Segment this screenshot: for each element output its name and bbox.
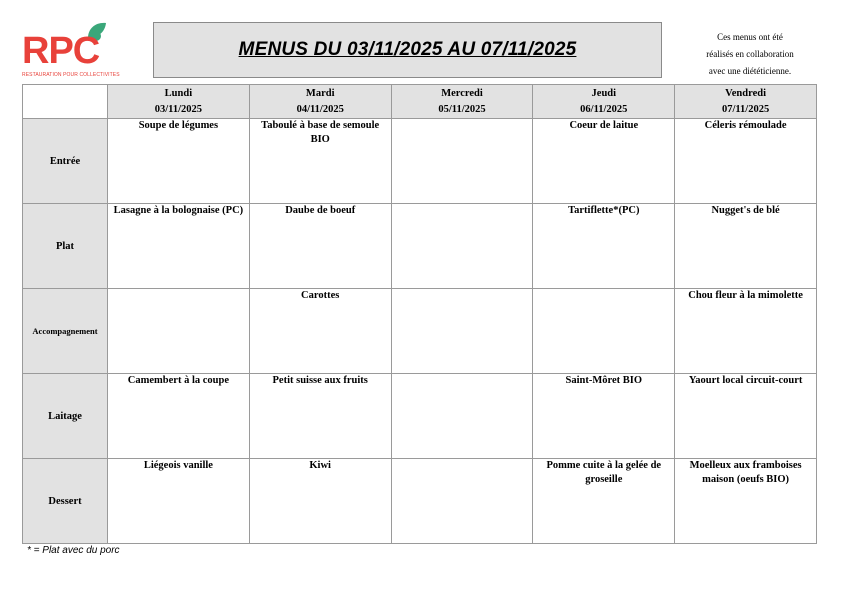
page-title: MENUS DU 03/11/2025 AU 07/11/2025: [238, 39, 577, 60]
menu-cell: Carottes: [249, 289, 391, 374]
note-line: avec une diététicienne.: [708, 66, 792, 76]
menu-cell: Liégeois vanille: [108, 459, 250, 544]
note-line: Ces menus ont été: [717, 32, 783, 42]
menu-cell: Taboulé à base de semoule BIO: [249, 119, 391, 204]
row-accompagnement: [23, 289, 817, 374]
menu-cell: [391, 289, 533, 374]
menu-cell: Lasagne à la bolognaise (PC): [108, 204, 250, 289]
rpc-logo: [22, 20, 120, 82]
menu-cell: Camembert à la coupe: [108, 374, 250, 459]
row-entree: [23, 119, 817, 204]
menu-cell: Tartiflette*(PC): [533, 204, 675, 289]
corner-cell: [23, 85, 108, 119]
menu-cell: Saint-Môret BIO: [533, 374, 675, 459]
row-dessert: [23, 459, 817, 544]
category-label: Entrée: [23, 119, 108, 204]
day-header-thursday: Jeudi 06/11/2025: [533, 85, 675, 119]
menu-cell: Soupe de légumes: [108, 119, 250, 204]
menu-cell: Kiwi: [249, 459, 391, 544]
category-label: Plat: [23, 204, 108, 289]
menu-cell: Coeur de laitue: [533, 119, 675, 204]
menu-cell: Pomme cuite à la gelée de groseille: [533, 459, 675, 544]
logo-text: RPC: [22, 30, 100, 72]
menu-cell: [391, 119, 533, 204]
menu-cell: [108, 289, 250, 374]
row-plat: [23, 204, 817, 289]
day-header-friday: Vendredi 07/11/2025: [675, 85, 817, 119]
menu-cell: [391, 459, 533, 544]
row-laitage: [23, 374, 817, 459]
dietitian-note: [690, 29, 810, 80]
day-header-wednesday: Mercredi 05/11/2025: [391, 85, 533, 119]
category-label: Laitage: [23, 374, 108, 459]
day-header-tuesday: Mardi 04/11/2025: [249, 85, 391, 119]
menu-cell: [533, 289, 675, 374]
menu-cell: Petit suisse aux fruits: [249, 374, 391, 459]
menu-cell: Céleris rémoulade: [675, 119, 817, 204]
category-label: Dessert: [23, 459, 108, 544]
header-row: [23, 85, 817, 119]
menu-cell: Moelleux aux framboises maison (oeufs BIO): [675, 459, 817, 544]
note-line: réalisés en collaboration: [706, 49, 794, 59]
menu-table: [22, 84, 817, 544]
category-label: Accompagnement: [23, 289, 108, 374]
day-header-monday: Lundi 03/11/2025: [108, 85, 250, 119]
footnote: * = Plat avec du porc: [27, 545, 120, 556]
menu-cell: Chou fleur à la mimolette: [675, 289, 817, 374]
menu-cell: Nugget's de blé: [675, 204, 817, 289]
menu-cell: Daube de boeuf: [249, 204, 391, 289]
logo-subtitle: RESTAURATION POUR COLLECTIVITES: [22, 72, 120, 78]
title-box: [153, 22, 662, 78]
menu-cell: [391, 204, 533, 289]
menu-cell: Yaourt local circuit-court: [675, 374, 817, 459]
menu-cell: [391, 374, 533, 459]
